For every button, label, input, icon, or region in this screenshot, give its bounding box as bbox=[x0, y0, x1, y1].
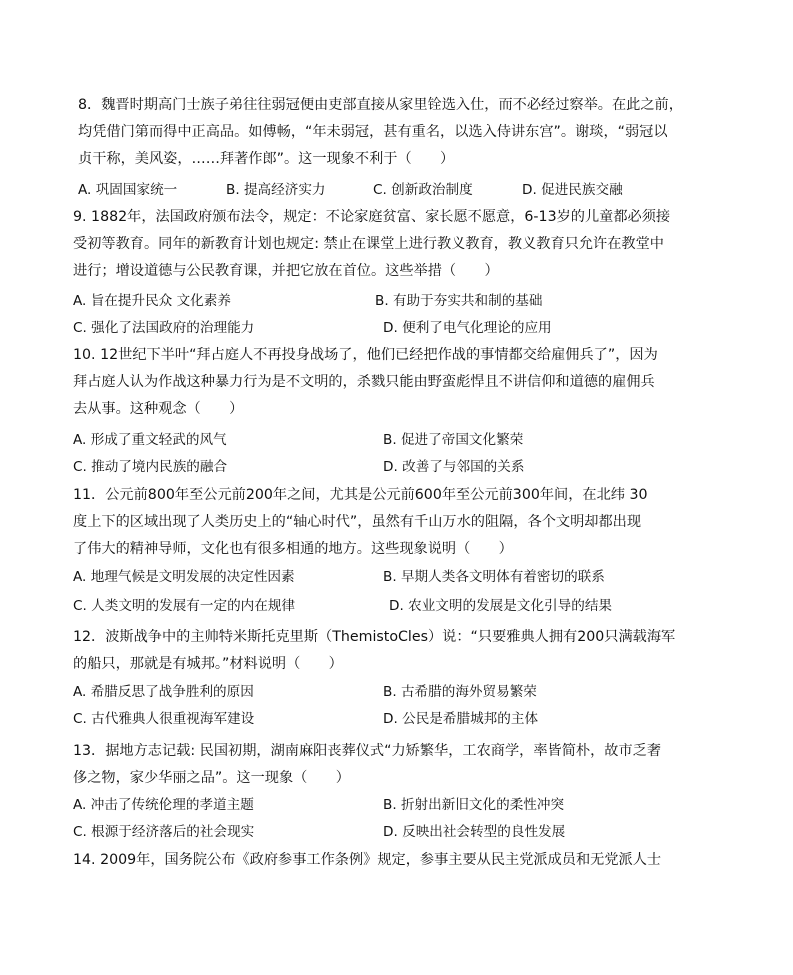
question-13-option-a: A. 冲击了传统伦理的孝道主题 bbox=[73, 797, 254, 813]
question-10-option-b: B. 促进了帝国文化繁荣 bbox=[383, 432, 524, 448]
question-8-option-b: B. 提高经济实力 bbox=[226, 182, 326, 198]
question-11-option-a: A. 地理气候是文明发展的决定性因素 bbox=[73, 569, 295, 585]
question-11-option-c: C. 人类文明的发展有一定的内在规律 bbox=[73, 598, 296, 614]
question-10-line-1: 10. 12世纪下半叶“拜占庭人不再投身战场了，他们已经把作战的事情都交给雇佣兵了”，因为 bbox=[73, 347, 658, 363]
question-11-line-1: 11．公元前800年至公元前200年之间，尤其是公元前600年至公元前300年间，在北纬 30 bbox=[73, 487, 648, 503]
question-12-option-c: C. 古代雅典人很重视海军建设 bbox=[73, 711, 255, 727]
question-13-line-2: 侈之物，家少华丽之品”。这一现象（ ） bbox=[73, 770, 350, 786]
question-8-option-d: D. 促进民族交融 bbox=[522, 182, 623, 198]
question-13-option-b: B. 折射出新旧文化的柔性冲突 bbox=[383, 797, 565, 813]
question-11-line-2: 度上下的区域出现了人类历史上的“轴心时代”，虽然有千山万水的阻隔，各个文明却都出现 bbox=[73, 514, 642, 530]
question-11-option-d: D. 农业文明的发展是文化引导的结果 bbox=[389, 598, 613, 614]
question-13-line-1: 13．据地方志记载: 民国初期，湖南麻阳丧葬仪式“力矫繁华，工农商学，率皆简朴，故市乏奢 bbox=[73, 743, 662, 759]
question-10-option-c: C. 推动了境内民族的融合 bbox=[73, 459, 228, 475]
question-10-option-a: A. 形成了重文轻武的风气 bbox=[73, 432, 227, 448]
question-12-line-2: 的船只，那就是有城邦。”材料说明（ ） bbox=[73, 656, 343, 672]
question-9-line-1: 9. 1882年，法国政府颁布法令，规定：不论家庭贫富、家长愿不愿意，6-13岁的儿童都必须接 bbox=[73, 209, 671, 225]
question-10-line-2: 拜占庭人认为作战这种暴力行为是不文明的，杀戮只能由野蛮彪悍且不讲信仰和道德的雇佣兵 bbox=[73, 374, 655, 390]
question-11-option-b: B. 早期人类各文明体有着密切的联系 bbox=[383, 569, 605, 585]
question-13-option-d: D. 反映出社会转型的良性发展 bbox=[383, 824, 566, 840]
question-8-option-a: A. 巩固国家统一 bbox=[78, 182, 178, 198]
question-8-line-2: 均凭借门第而得中正高品。如傅畅，“年未弱冠，甚有重名，以选入侍讲东宫”。谢琰，“弱冠以 bbox=[78, 124, 668, 140]
question-12-line-1: 12．波斯战争中的主帅特米斯托克里斯（ThemistoCles）说：“只要雅典人拥有200只满载海军 bbox=[73, 629, 676, 645]
question-12-option-a: A. 希腊反思了战争胜利的原因 bbox=[73, 684, 254, 700]
question-9-line-3: 进行；增设道德与公民教育课，并把它放在首位。这些举措（ ） bbox=[73, 263, 499, 279]
question-8-option-c: C. 创新政治制度 bbox=[373, 182, 473, 198]
question-14-line-1: 14. 2009年，国务院公布《政府参事工作条例》规定，参事主要从民主党派成员和无党派人士 bbox=[73, 852, 662, 868]
question-11-line-3: 了伟大的精神导师，文化也有很多相通的地方。这些现象说明（ ） bbox=[73, 541, 513, 557]
question-10-option-d: D. 改善了与邻国的关系 bbox=[383, 459, 525, 475]
question-10-line-3: 去从事。这种观念（ ） bbox=[73, 401, 244, 417]
question-8-line-3: 贞干称，美风姿，……拜著作郎”。这一现象不利于（ ） bbox=[78, 151, 455, 167]
question-8-line-1: 8．魏晋时期高门士族子弟往往弱冠便由吏部直接从家里铨选入仕，而不必经过察举。在此之前， bbox=[78, 97, 683, 113]
question-12-option-b: B. 古希腊的海外贸易繁荣 bbox=[383, 684, 537, 700]
question-13-option-c: C. 根源于经济落后的社会现实 bbox=[73, 824, 255, 840]
question-9-option-b: B. 有助于夯实共和制的基础 bbox=[375, 293, 543, 309]
question-9-option-c: C. 强化了法国政府的治理能力 bbox=[73, 320, 255, 336]
question-9-option-a: A. 旨在提升民众 文化素养 bbox=[73, 293, 231, 309]
question-12-option-d: D. 公民是希腊城邦的主体 bbox=[383, 711, 539, 727]
question-9-option-d: D. 便利了电气化理论的应用 bbox=[383, 320, 552, 336]
question-9-line-2: 受初等教育。同年的新教育计划也规定: 禁止在课堂上进行教义教育，教义教育只允许在教堂中 bbox=[73, 236, 664, 252]
